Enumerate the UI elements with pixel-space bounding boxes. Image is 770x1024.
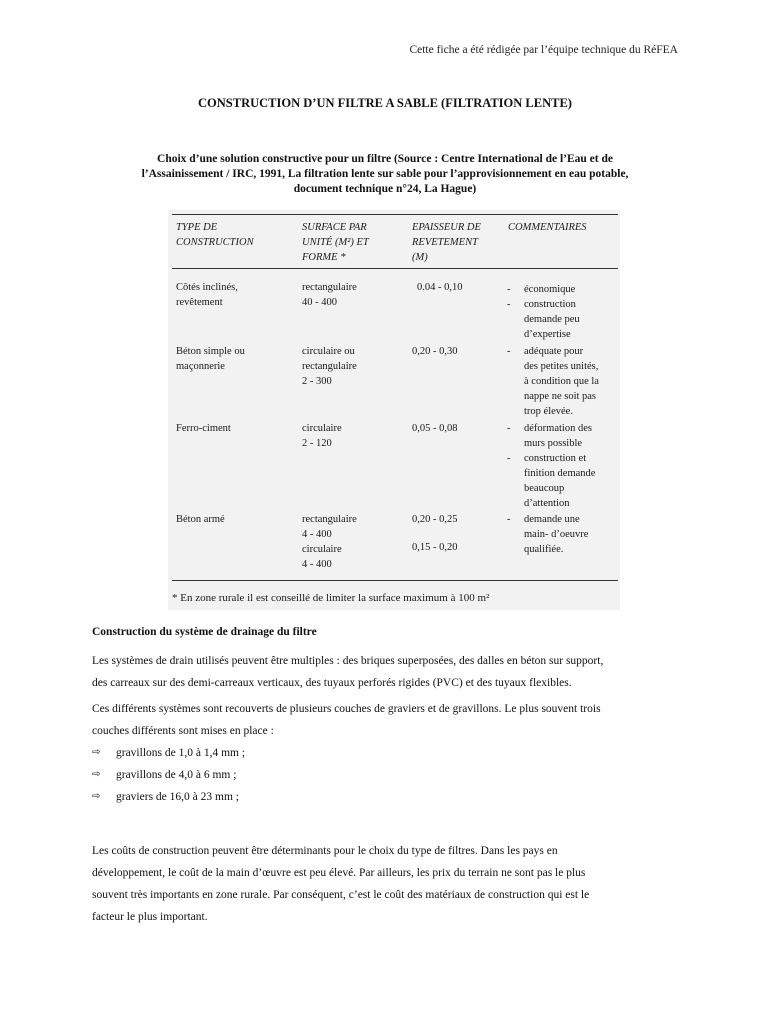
caption-line: l’Assainissement / IRC, 1991, La filtration lente sur sable pour l’approvisionnement en eau potable, xyxy=(141,168,629,180)
table-cell-comments: déformation des murs possible construction et finition demande beaucoup d’attention xyxy=(524,423,596,509)
table-cell-type: Ferro-ciment xyxy=(176,423,231,434)
table-cell-comments: économique construction demande peu d’expertise xyxy=(524,284,580,340)
caption-line: Choix d’une solution constructive pour un filtre (Source : Centre International de l’Eau et de xyxy=(157,153,613,165)
header-comments: COMMENTAIRES xyxy=(508,222,587,233)
bullet-dash: - - xyxy=(507,284,511,310)
table-cell-epaisseur: 0,05 - 0,08 xyxy=(412,423,458,434)
scanned-table xyxy=(168,210,620,610)
bullet-dash: - xyxy=(507,514,511,525)
list-item: ⇨ graviers de 16,0 à 23 mm ; xyxy=(92,786,245,808)
right-arrow-icon: ⇨ xyxy=(92,791,101,802)
table-cell-epaisseur: 0,20 - 0,25 xyxy=(412,514,458,525)
table-cell-surface: rectangulaire 4 - 400 circulaire 4 - 400 xyxy=(302,514,357,570)
bullet-dash: - xyxy=(507,346,511,357)
table-cell-type: Côtés inclinés, revêtement xyxy=(176,282,238,308)
paragraph: Les coûts de construction peuvent être déterminants pour le choix du type de filtres. Dans les pays en développement, le coût de la main d’œuvre est peu élevé. Par ailleurs, les prix du terrain ne sont pas le plus souvent très importants en zone rurale. Par conséquent, c’est le coût des matériaux de construction qui est le facteur le plus important. xyxy=(92,845,590,923)
table-cell-comments: adéquate pour des petites unités, à condition que la nappe ne soit pas trop élevée. xyxy=(524,346,599,417)
section-heading: Construction du système de drainage du filtre xyxy=(92,626,317,638)
table-caption xyxy=(105,152,665,197)
page-title: CONSTRUCTION D’UN FILTRE A SABLE (FILTRATION LENTE) xyxy=(198,96,572,110)
table-cell-type: Béton simple ou maçonnerie xyxy=(176,346,245,372)
table-cell-comments: demande une main- d’oeuvre qualifiée. xyxy=(524,514,589,555)
table-cell-surface: rectangulaire 40 - 400 xyxy=(302,282,357,308)
table-cell-surface: circulaire 2 - 120 xyxy=(302,423,342,449)
paragraph: Ces différents systèmes sont recouverts de plusieurs couches de graviers et de gravillons. Le plus souvent trois couches différents sont mises en place : xyxy=(92,703,601,737)
table-footnote: * En zone rurale il est conseillé de limiter la surface maximum à 100 m² xyxy=(172,592,490,604)
bullet-dash: - - xyxy=(507,423,511,464)
paragraph: Les systèmes de drain utilisés peuvent être multiples : des briques superposées, des dalles en béton sur support, des carreaux sur des demi-carreaux verticaux, des tuyaux perforés rigides (PVC) et des tuyaux flexibles. xyxy=(92,655,604,689)
header-surface: SURFACE PAR UNITÉ (M²) ET FORME * xyxy=(302,222,369,263)
right-arrow-icon: ⇨ xyxy=(92,747,101,758)
header-epaisseur: EPAISSEUR DE REVETEMENT (M) xyxy=(412,222,481,263)
table-cell-epaisseur: 0,20 - 0,30 xyxy=(412,346,458,357)
table-cell-epaisseur: 0.04 - 0,10 xyxy=(417,282,463,293)
gravel-list xyxy=(92,742,245,808)
right-arrow-icon: ⇨ xyxy=(92,769,101,780)
table-rule xyxy=(172,268,618,269)
table-cell-surface: circulaire ou rectangulaire 2 - 300 xyxy=(302,346,357,387)
header-note: Cette fiche a été rédigée par l’équipe technique du RéFEA xyxy=(409,44,678,56)
table-cell-type: Béton armé xyxy=(176,514,225,525)
list-item: ⇨ gravillons de 4,0 à 6 mm ; xyxy=(92,764,245,786)
list-item: ⇨ gravillons de 1,0 à 1,4 mm ; xyxy=(92,742,245,764)
table-rule xyxy=(172,580,618,581)
table-rule xyxy=(172,214,618,215)
header-type: TYPE DE CONSTRUCTION xyxy=(176,222,254,248)
table-cell-epaisseur: 0,15 - 0,20 xyxy=(412,542,458,553)
caption-line: document technique n°24, La Hague) xyxy=(293,183,477,195)
